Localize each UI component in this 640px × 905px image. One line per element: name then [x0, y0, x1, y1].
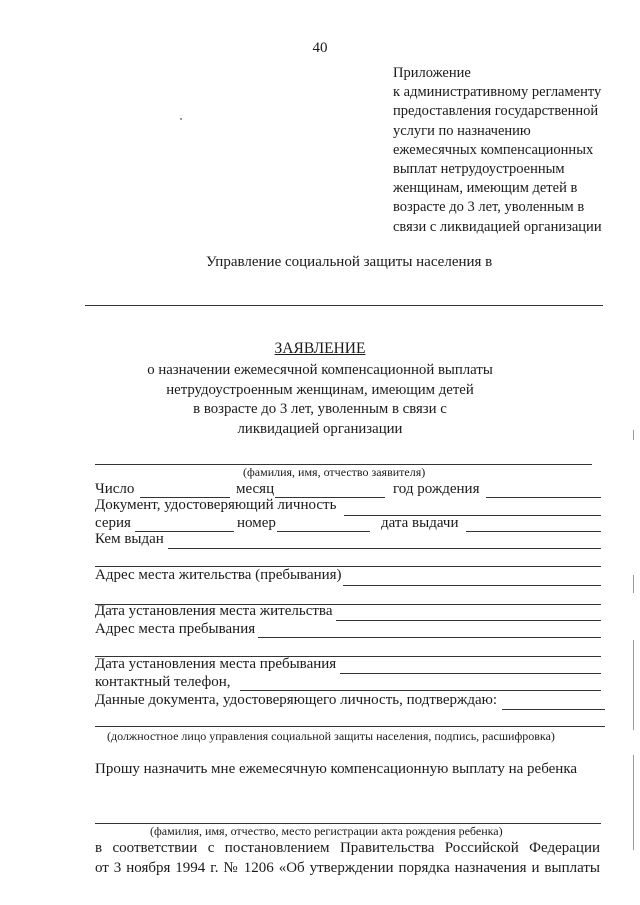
day-label: Число: [95, 481, 135, 497]
appendix-line: женщинам, имеющим детей в: [393, 180, 578, 197]
phone-field[interactable]: [240, 690, 601, 691]
scan-speck: [180, 118, 182, 120]
issue-date-label: дата выдачи: [381, 515, 459, 531]
scan-mark: [633, 755, 634, 850]
appendix-block: [393, 64, 623, 237]
stay-address-field[interactable]: [258, 637, 601, 638]
residence-address-label: Адрес места жительства (пребывания): [95, 567, 342, 583]
child-caption: (фамилия, имя, отчество, место регистрации акта рождения ребенка): [150, 824, 503, 838]
number-label: номер: [237, 515, 276, 531]
residence-address-field[interactable]: [343, 585, 601, 586]
subtitle-line: ликвидацией организации: [237, 420, 403, 437]
appendix-line: предоставления государственной: [393, 103, 599, 120]
request-text: Прошу назначить мне ежемесячную компенсационную выплату на ребенка: [95, 761, 578, 777]
scan-mark: [633, 575, 634, 593]
residence-date-field[interactable]: [336, 620, 601, 621]
appendix-line: ежемесячных компенсационных: [393, 141, 594, 158]
official-caption: (должностное лицо управления социальной защиты населения, подпись, расшифровка): [107, 729, 555, 743]
issue-date-field[interactable]: [466, 531, 601, 532]
appendix-line: Приложение: [393, 65, 471, 81]
subtitle-line: нетрудоустроенным женщинам, имеющим детей: [166, 381, 474, 398]
basis-paragraph: [95, 838, 600, 878]
department-heading: Управление социальной защиты населения в: [206, 254, 493, 270]
appendix-line: к административному регламенту: [393, 84, 602, 101]
page-number: 40: [312, 40, 328, 56]
subtitle-line: в возрасте до 3 лет, уволенным в связи с: [193, 401, 447, 417]
subtitle-line: о назначении ежемесячной компенсационной выплаты: [147, 362, 493, 378]
appendix-line: выплат нетрудоустроенным: [393, 161, 565, 178]
id-document-label: Документ, удостоверяющий личность: [95, 497, 337, 513]
appendix-line: услуги по назначению: [393, 122, 531, 139]
issued-by-label: Кем выдан: [95, 531, 164, 547]
stay-date-label: Дата установления места пребывания: [95, 656, 337, 672]
confirm-field[interactable]: [502, 709, 605, 710]
number-field[interactable]: [277, 531, 370, 532]
appendix-line: возрасте до 3 лет, уволенным в: [393, 199, 585, 216]
appendix-line: связи с ликвидацией организации: [393, 218, 602, 235]
department-fill-line[interactable]: [85, 305, 603, 306]
confirm-label: Данные документа, удостоверяющего личность, подтверждаю:: [95, 692, 498, 708]
month-label: месяц: [236, 481, 275, 497]
issued-by-field[interactable]: [168, 548, 601, 549]
document-subtitle: [0, 361, 640, 439]
basis-line: в соответствии с постановлением Правительства Российской Федерации: [95, 840, 600, 856]
stay-address-label: Адрес места пребывания: [95, 621, 256, 637]
birth-year-field[interactable]: [486, 497, 601, 498]
official-signature-field[interactable]: [95, 726, 605, 727]
scan-mark: [633, 640, 634, 730]
phone-label: контактный телефон,: [95, 674, 231, 690]
applicant-caption: (фамилия, имя, отчество заявителя): [243, 465, 426, 479]
stay-date-field[interactable]: [340, 673, 601, 674]
basis-line: от 3 ноября 1994 г. № 1206 «Об утверждении порядка назначения и выплаты: [95, 860, 600, 876]
birth-year-label: год рождения: [393, 481, 480, 497]
scan-mark: [633, 430, 634, 440]
residence-date-label: Дата установления места жительства: [95, 603, 333, 619]
series-label: серия: [95, 515, 131, 531]
document-title: ЗАЯВЛЕНИЕ: [274, 340, 366, 357]
